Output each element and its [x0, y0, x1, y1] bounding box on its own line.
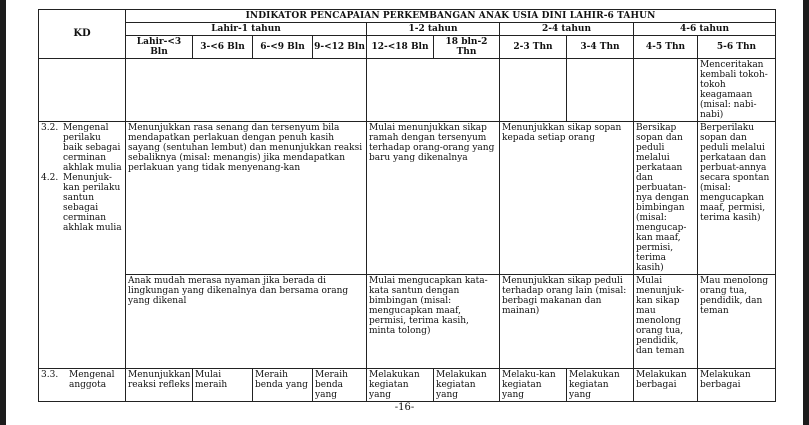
- table-cell: Anak mudah merasa nyaman jika berada di lingkungan yang dikenalnya dan bersama orang yang dikenal: [126, 275, 367, 369]
- age-header: 9-<12 Bln: [313, 36, 367, 59]
- table-cell: Melakukan kegiatan yang: [434, 369, 500, 402]
- group-header-lahir-1: Lahir-1 tahun: [126, 23, 367, 36]
- table-cell: Melakukan kegiatan yang: [567, 369, 634, 402]
- kd-number: 4.2.: [41, 173, 59, 183]
- table-cell: Berperilaku sopan dan peduli melalui perkataan dan perbuat-annya secara spontan (misal: mengucapkan maaf, permisi, terima kasih): [698, 122, 776, 275]
- age-header: 2-3 Thn: [500, 36, 567, 59]
- table-cell: Melakukan berbagai: [634, 369, 698, 402]
- age-header: 3-<6 Bln: [193, 36, 253, 59]
- table-row: [39, 369, 776, 402]
- table-cell: [567, 59, 634, 122]
- age-header: 4-5 Thn: [634, 36, 698, 59]
- kd-text: Mengenal anggota: [69, 370, 115, 390]
- table-row: [39, 275, 776, 369]
- table-cell: Mulai mengucapkan kata-kata santun dengan bimbingan (misal: mengucapkan maaf, permisi, terima kasih, minta tolong): [367, 275, 500, 369]
- age-header: Lahir-<3 Bln: [126, 36, 193, 59]
- table-cell: [634, 59, 698, 122]
- kd-item: [41, 173, 123, 233]
- table-cell: Meraih benda yang: [253, 369, 313, 402]
- table-cell: Menceritakan kembali tokoh-tokoh keagamaan (misal: nabi-nabi): [698, 59, 776, 122]
- age-header: 5-6 Thn: [698, 36, 776, 59]
- table-cell: Mulai menunjukkan sikap ramah dengan tersenyum terhadap orang-orang yang baru yang dikenalnya: [367, 122, 500, 275]
- table-row: [39, 59, 776, 122]
- kd-item: [41, 370, 123, 390]
- kd-cell: [39, 369, 126, 402]
- age-header: 18 bln-2 Thn: [434, 36, 500, 59]
- table-cell: Bersikap sopan dan peduli melalui perkataan dan perbuatan-nya dengan bimbingan (misal: mengucap-kan maaf, permisi, terima kasih): [634, 122, 698, 275]
- left-dark-margin: [0, 0, 6, 425]
- page-number: -16-: [394, 402, 415, 413]
- age-header: 3-4 Thn: [567, 36, 634, 59]
- table-title: INDIKATOR PENCAPAIAN PERKEMBANGAN ANAK USIA DINI LAHIR-6 TAHUN: [126, 10, 776, 23]
- table-cell: Melaku-kan kegiatan yang: [500, 369, 567, 402]
- kd-text: Mengenal perilaku baik sebagai cerminan akhlak mulia: [63, 123, 122, 173]
- kd-text: Menunjuk-kan perilaku santun sebagai cerminan akhlak mulia: [63, 173, 122, 233]
- table-row: [39, 122, 776, 275]
- table-cell: Menunjukkan sikap peduli terhadap orang lain (misal: berbagi makanan dan mainan): [500, 275, 634, 369]
- kd-number: 3.2.: [41, 123, 59, 133]
- table-cell: Meraih benda yang: [313, 369, 367, 402]
- age-header: 12-<18 Bln: [367, 36, 434, 59]
- header-row-title: [39, 10, 776, 23]
- table-cell: Melakukan kegiatan yang: [367, 369, 434, 402]
- group-header-4-6: 4-6 tahun: [634, 23, 776, 36]
- group-header-1-2: 1-2 tahun: [367, 23, 500, 36]
- table-cell: [367, 59, 500, 122]
- header-row-groups: [39, 23, 776, 36]
- age-header: 6-<9 Bln: [253, 36, 313, 59]
- table-cell: Menunjukkan reaksi refleks: [126, 369, 193, 402]
- kd-cell: [39, 122, 126, 369]
- kd-header: KD: [39, 10, 126, 59]
- table-cell: Melakukan berbagai: [698, 369, 776, 402]
- table-cell: Mau menolong orang tua, pendidik, dan teman: [698, 275, 776, 369]
- table-cell: [39, 59, 126, 122]
- right-dark-margin: [803, 0, 809, 425]
- table-cell: Mulai meraih: [193, 369, 253, 402]
- group-header-2-4: 2-4 tahun: [500, 23, 634, 36]
- kd-item: [41, 123, 123, 173]
- table-cell: Menunjukkan rasa senang dan tersenyum bila mendapatkan perlakuan dengan penuh kasih sayang (sentuhan lembut) dan menunjukkan reaksi sebaliknya (misal: menangis) jika mendapatkan perlakuan yang tidak menyenang-kan: [126, 122, 367, 275]
- kd-number: 3.3.: [41, 370, 59, 380]
- table-cell: [500, 59, 567, 122]
- indicator-table: [38, 9, 776, 402]
- table-cell: [126, 59, 367, 122]
- header-row-ages: [39, 36, 776, 59]
- table-cell: Mulai menunjuk-kan sikap mau menolong orang tua, pendidik, dan teman: [634, 275, 698, 369]
- table-cell: Menunjukkan sikap sopan kepada setiap orang: [500, 122, 634, 275]
